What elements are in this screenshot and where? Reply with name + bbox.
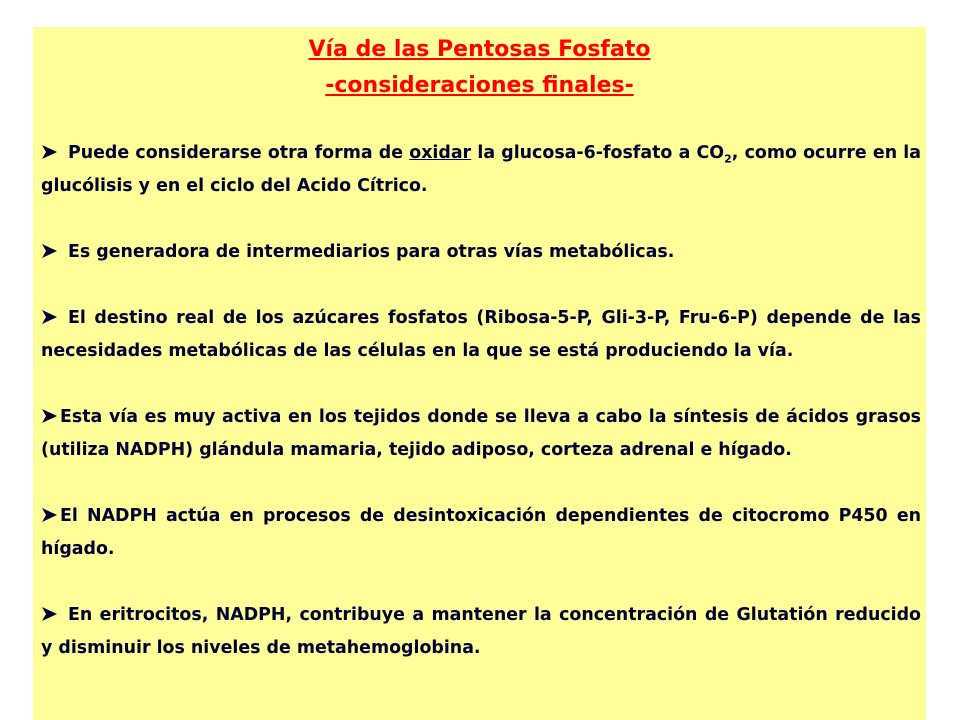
bullet-item [41,599,921,665]
bullet-text-mid: la glucosa-6-fosfato a CO [471,143,725,163]
bullet-item [41,401,921,467]
bullet-item [41,236,921,269]
bullet-list [41,137,921,665]
bullet-text: En eritrocitos, NADPH, contribuye a mantener la concentración de Glutatión reducido y disminuir los niveles de metahemoglobina. [41,605,921,658]
bullet-item [41,137,921,203]
slide-subtitle: -consideraciones finales- [325,73,634,98]
arrowhead-bullet-icon [41,309,58,325]
bullet-text: El NADPH actúa en procesos de desintoxicación dependientes de citocromo P450 en hígado. [41,506,921,559]
bullet-item [41,302,921,368]
bullet-text-post: , como ocurre en la glucólisis y en el ciclo del Acido Cítrico. [41,143,922,196]
bullet-item [41,500,921,566]
subscript: 2 [724,152,732,166]
bullet-text: El destino real de los azúcares fosfatos (Ribosa-5-P, Gli-3-P, Fru-6-P) depende de las necesidades metabólicas de las células en la que se está produciendo la vía. [41,308,921,361]
arrowhead-bullet-icon [41,606,58,622]
underlined-word: oxidar [409,143,472,163]
slide-title: Vía de las Pentosas Fosfato [308,37,651,62]
arrowhead-bullet-icon [41,507,58,523]
bullet-text: Esta vía es muy activa en los tejidos donde se lleva a cabo la síntesis de ácidos grasos (utiliza NADPH) glándula mamaria, tejido adiposo, corteza adrenal e hígado. [41,407,921,460]
arrowhead-bullet-icon [41,408,58,424]
bullet-text-pre: Puede considerarse otra forma de [68,143,410,163]
bullet-text: Es generadora de intermediarios para otras vías metabólicas. [68,242,675,262]
arrowhead-bullet-icon [41,243,58,259]
arrowhead-bullet-icon [41,144,58,160]
slide [33,27,926,720]
